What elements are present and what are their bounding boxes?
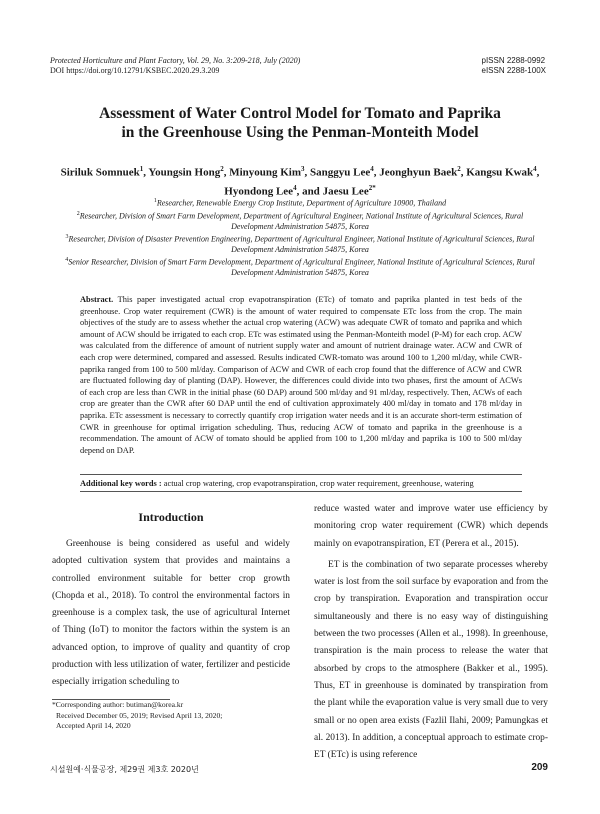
author-affiliation-mark: 3: [301, 165, 305, 173]
accepted-date: Accepted April 14, 2020: [56, 721, 131, 730]
author-separator: ,: [304, 166, 311, 179]
affiliation-text: Researcher, Renewable Energy Crop Institute, Department of Agriculture 10900, Thailand: [156, 198, 447, 208]
author-affiliation-mark: 2: [457, 165, 461, 173]
author-separator: ,: [223, 166, 230, 179]
author-name: Youngsin Hong: [148, 166, 221, 179]
intro-paragraph-2: ET is the combination of two separate processes whereby water is lost from the soil surface by evaporation and from the crop by transpiration. Evaporation and transpiration occur simultaneously and there is no easy way of distinguishing between the two processes (Allen et al., 1998). In greenhouse, transpiration is the main process to release the water that absorbed by crops to the atmosphere (Bakker et al., 1995). Thus, ET in greenhouse is dominated by transpiration from the plant while the evaporation value is very small due to very small or no open area exists (Fazlil Ilahi, 2009; Pamungkas et al. 2013). In addition, a conceptual approach to estimate crop-ET (ETc) is using reference: [314, 559, 548, 761]
corresponding-author: *Corresponding author: butiman@korea.kr: [52, 700, 184, 709]
affiliation-mark: 3: [65, 233, 69, 240]
issn-block: [482, 56, 547, 76]
author-name: Minyoung Kim: [229, 166, 302, 179]
author-name: Jeonghyun Baek: [379, 166, 458, 179]
intro-paragraph-1: Greenhouse is being considered as useful and widely adopted cultivation system that provides and maintains a controlled environment suitable for better crop growth (Chopda et al., 2018). To control the environmental factors in greenhouse is a complex task, the use of agricultural Internet of Thing (IoT) to monitor the factors within the system is an advanced option, to improve of quality and quantity of crop production with less utilization of water, fertilizer and pesticide especially irrigation scheduling to: [52, 539, 290, 688]
intro-paragraph-1-cont: reduce wasted water and improve water use efficiency by monitoring crop water requirement (CWR) which depends mainly on evapotranspiration, ET (Perera et al., 2015).: [314, 504, 548, 549]
abstract: [80, 294, 522, 456]
author-affiliation-mark: 4: [370, 165, 374, 173]
pissn: pISSN 2288-0992: [481, 56, 546, 65]
author-affiliation-mark: 4: [533, 165, 537, 173]
affiliation-mark: 4: [65, 256, 69, 263]
section-heading-introduction: Introduction: [138, 510, 204, 524]
title-line-1: Assessment of Water Control Model for Tomato and Paprika: [99, 105, 501, 122]
author-affiliation-mark: 4: [293, 183, 297, 192]
doi-link[interactable]: DOI https://doi.org/10.12791/KSBEC.2020.29.3.209: [50, 66, 220, 75]
author-name: Jaesu Lee: [322, 185, 369, 198]
title-line-2: in the Greenhouse Using the Penman-Monteith Model: [121, 124, 479, 141]
page-number: 209: [531, 762, 548, 773]
author-affiliation-mark: 1: [139, 165, 144, 173]
abstract-label: Abstract.: [80, 295, 114, 304]
author-name: Siriluk Somnuek: [60, 166, 140, 179]
body-column-right: [314, 501, 548, 764]
affiliation: [60, 255, 540, 278]
journal-citation: Protected Horticulture and Plant Factory, Vol. 29, No. 3:209-218, July (2020): [50, 56, 301, 65]
author-separator: ,: [460, 166, 467, 179]
author-affiliation-mark: 2*: [368, 183, 376, 192]
author-name: Hyondong Lee: [224, 185, 294, 198]
affiliation-mark: 1: [153, 198, 157, 204]
author-separator: ,: [143, 166, 149, 179]
footnote: [52, 700, 292, 732]
received-date: Received December 05, 2019; Revised April 13, 2020;: [56, 710, 223, 720]
author-separator: , and: [296, 185, 323, 198]
affiliations: [60, 196, 540, 278]
affiliation-text: Researcher, Division of Smart Farm Development, Department of Agricultural Engineer, National Institute of Agricultural Sciences, Rural Development Administration 54875, Korea: [79, 211, 524, 231]
affiliation: [60, 232, 540, 255]
divider-bottom: [80, 491, 522, 492]
affiliation-mark: 2: [76, 210, 80, 217]
keywords-text: actual crop watering, crop evapotranspiration, crop water requirement, greenhouse, watering: [163, 479, 474, 488]
author-affiliation-mark: 2: [220, 165, 224, 173]
author-separator: ,: [373, 166, 380, 179]
affiliation: [60, 209, 540, 232]
footer-journal: 시설원예·식물공장, 제29권 제3호 2020년: [50, 765, 199, 774]
affiliation: [60, 196, 540, 209]
author-name: Sanggyu Lee: [310, 166, 371, 179]
author-list: [60, 162, 540, 199]
author-name: Kangsu Kwak: [466, 166, 534, 179]
eissn: eISSN 2288-100X: [481, 66, 546, 75]
keywords: [80, 478, 522, 489]
keywords-label: Additional key words :: [80, 479, 162, 488]
paper-title: [60, 104, 540, 142]
abstract-text: This paper investigated actual crop evapotranspiration (ETc) of tomato and paprika planted in test beds of the greenhouse. Crop water requirement (CWR) is the amount of water required to compensate ETc loss from the crop. The main objectives of the study are to assess whether the actual crop watering (ACW) was adequate CWR of tomato and paprika and which amount of ACW should be irrigated to each crop. ETc was estimated using the Penman-Monteith model (P-M) for each crop. ACW was calculated from the difference of amount of nutrient supply water and amount of nutrient drainage water. ACW and CWR of each crop were determined, compared and assessed. Results indicated CWR-tomato was around 100 to 1,200 ml/day, while CWR-paprika ranged from 100 to 500 ml/day. Comparison of ACW and CWR of each crop found that the difference of ACW and CWR are fluctuated following day of planting (DAP). However, the differences could divide into two phases, first the amount of ACWs of each crop are less than CWR in the initial phase (60 DAP) around 500 ml/day and 91 ml/day, respectively. Then, ACWs of each crop are greater than the CWR after 60 DAP until the end of cultivation approximately 400 ml/day in tomato and 178 ml/day in paprika. ETc assessment is necessary to correctly quantify crop irrigation water needs and it is an accurate short-term estimation of CWR in greenhouse for optimal irrigation scheduling. Thus, reducing ACW of tomato and paprika in the greenhouse is a recommendation. The amount of ACW of tomato should be applied from 100 to 1,200 ml/day and paprika is 100 to 500 ml/day depend on DAP.: [80, 295, 522, 455]
body-column-left: [52, 536, 290, 692]
author-separator: ,: [536, 166, 540, 179]
affiliation-text: Senior Researcher, Division of Smart Farm Development, Department of Agricultural Engineer, National Institute of Agricultural Sciences, Rural Development Administration 54875, Korea: [68, 257, 535, 277]
affiliation-text: Researcher, Division of Disaster Prevention Engineering, Department of Agricultural Engineer, National Institute of Agricultural Sciences, Rural Development Administration 54875, Korea: [68, 234, 535, 254]
divider-top: [80, 474, 522, 475]
